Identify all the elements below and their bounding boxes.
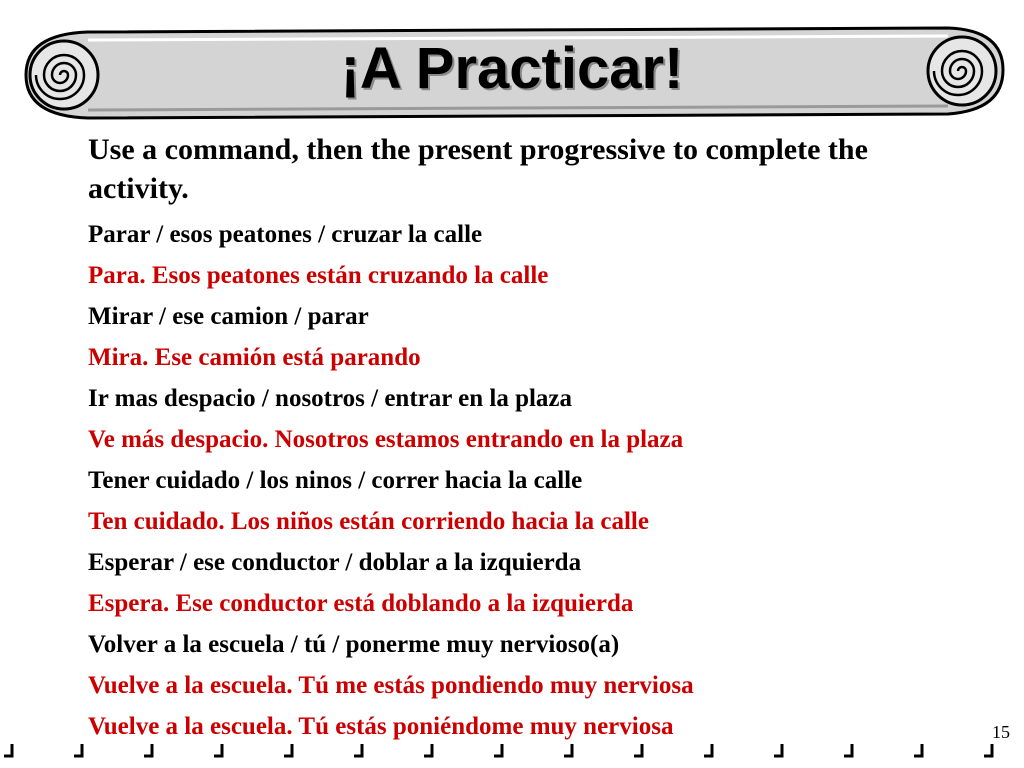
prompt-line: Tener cuidado / los ninos / correr hacia la calle [88, 467, 583, 494]
answer-line: Ve más despacio. Nosotros estamos entrando en la plaza [88, 426, 684, 453]
prompt-line: Esperar / ese conductor / doblar a la izquierda [88, 549, 582, 576]
corner-tick-icon [844, 744, 852, 756]
exercise-list [88, 214, 968, 747]
corner-tick-icon [144, 744, 152, 756]
slide-title: ¡A Practicar! [340, 36, 684, 101]
answer-line: Para. Esos peatones están cruzando la calle [88, 262, 549, 289]
answer-line: Mira. Ese camión está parando [88, 344, 421, 371]
corner-tick-icon [4, 744, 12, 756]
prompt-line: Volver a la escuela / tú / ponerme muy nervioso(a) [88, 631, 620, 658]
corner-tick-icon [914, 744, 922, 756]
answer-line: Vuelve a la escuela. Tú estás poniéndome muy nerviosa [88, 713, 674, 740]
corner-tick-icon [984, 744, 992, 756]
footer-marks [0, 742, 1024, 762]
corner-tick-icon [564, 744, 572, 756]
answer-line: Espera. Ese conductor está doblando a la izquierda [88, 590, 634, 617]
corner-tick-icon [774, 744, 782, 756]
corner-tick-icon [424, 744, 432, 756]
answer-line: Ten cuidado. Los niños están corriendo hacia la calle [88, 508, 649, 535]
instructions: Use a command, then the present progressive to complete the activity. [88, 133, 868, 205]
corner-tick-icon [214, 744, 222, 756]
corner-tick-icon [634, 744, 642, 756]
corner-tick-icon [354, 744, 362, 756]
prompt-line: Mirar / ese camion / parar [88, 303, 369, 330]
prompt-line: Parar / esos peatones / cruzar la calle [88, 221, 483, 248]
page-number: 15 [992, 722, 1010, 742]
corner-tick-icon [494, 744, 502, 756]
slide-content [88, 130, 968, 747]
prompt-line: Ir mas despacio / nosotros / entrar en la plaza [88, 385, 573, 412]
corner-tick-icon [284, 744, 292, 756]
corner-tick-icon [704, 744, 712, 756]
answer-line: Vuelve a la escuela. Tú me estás pondiendo muy nerviosa [88, 672, 694, 699]
corner-tick-icon [74, 744, 82, 756]
